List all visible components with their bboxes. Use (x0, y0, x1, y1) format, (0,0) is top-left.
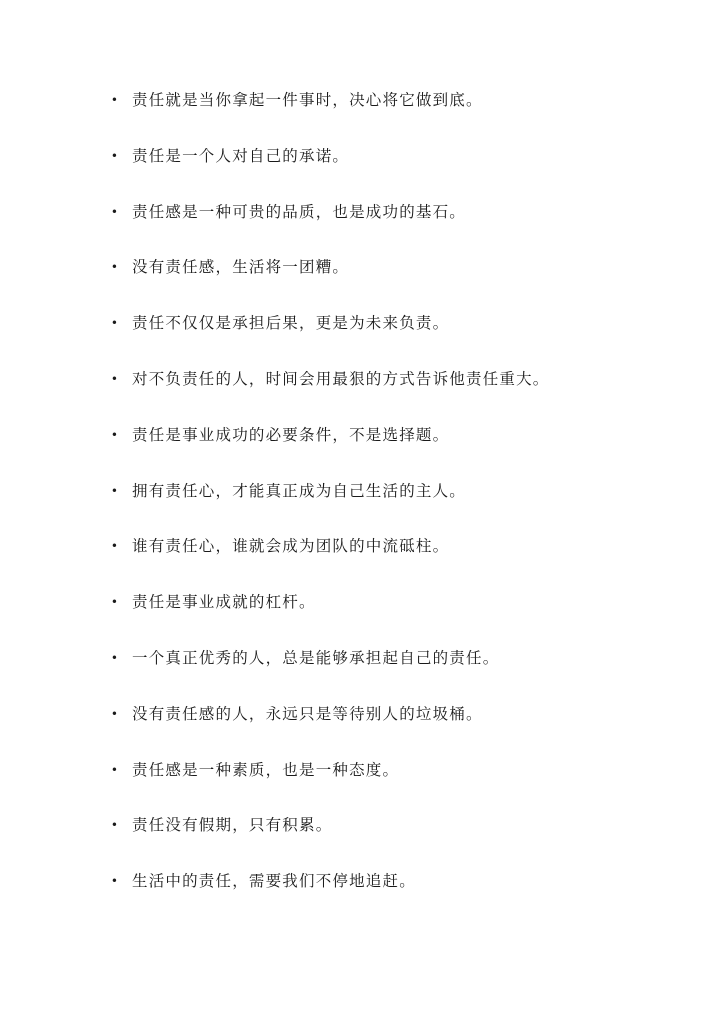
list-item (0, 800, 720, 856)
bullet-icon: • (110, 427, 120, 442)
quote-text: 责任没有假期，只有积累。 (132, 816, 333, 835)
list-item (0, 466, 720, 522)
list-item (0, 187, 720, 243)
bullet-icon: • (110, 539, 120, 554)
quote-text: 对不负责任的人，时间会用最狠的方式告诉他责任重大。 (132, 369, 550, 388)
bullet-icon: • (110, 260, 120, 275)
quote-text: 没有责任感的人，永远只是等待别人的垃圾桶。 (132, 704, 483, 723)
quote-text: 责任不仅仅是承担后果，更是为未来负责。 (132, 314, 450, 333)
list-item (0, 577, 720, 633)
list-item (0, 242, 720, 298)
list-item (0, 521, 720, 577)
quote-list (0, 75, 720, 912)
bullet-icon: • (110, 874, 120, 889)
list-item (0, 633, 720, 689)
list-item (0, 856, 720, 912)
list-item (0, 298, 720, 354)
bullet-icon: • (110, 93, 120, 107)
bullet-icon: • (110, 650, 120, 665)
quote-text: 责任就是当你拿起一件事时，决心将它做到底。 (132, 91, 483, 109)
quote-text: 责任感是一种可贵的品质，也是成功的基石。 (132, 202, 467, 221)
quote-text: 责任是事业成就的杠杆。 (132, 593, 316, 612)
quote-text: 责任是一个人对自己的承诺。 (132, 146, 350, 165)
bullet-icon: • (110, 762, 120, 777)
list-item (0, 410, 720, 466)
list-item (0, 745, 720, 801)
bullet-icon: • (110, 483, 120, 498)
bullet-icon: • (110, 818, 120, 833)
bullet-icon: • (110, 371, 120, 386)
bullet-icon: • (110, 595, 120, 610)
list-item (0, 689, 720, 745)
quote-text: 责任感是一种素质，也是一种态度。 (132, 760, 400, 779)
quote-text: 没有责任感，生活将一团糟。 (132, 258, 350, 277)
bullet-icon: • (110, 204, 120, 219)
quote-text: 拥有责任心，才能真正成为自己生活的主人。 (132, 481, 467, 500)
quote-text: 一个真正优秀的人，总是能够承担起自己的责任。 (132, 648, 500, 667)
quote-text: 谁有责任心，谁就会成为团队的中流砥柱。 (132, 537, 450, 556)
list-item (0, 354, 720, 410)
bullet-icon: • (110, 316, 120, 331)
quote-text: 生活中的责任，需要我们不停地追赶。 (132, 872, 416, 891)
bullet-icon: • (110, 148, 120, 163)
quote-text: 责任是事业成功的必要条件，不是选择题。 (132, 425, 450, 444)
list-item (0, 75, 720, 131)
list-item (0, 131, 720, 187)
bullet-icon: • (110, 706, 120, 721)
